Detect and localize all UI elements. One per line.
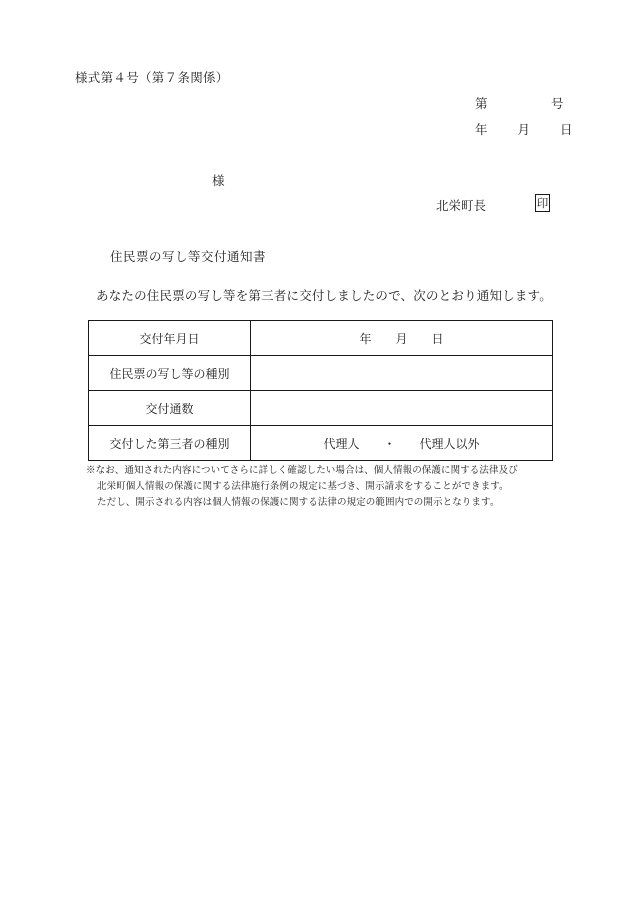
footnote-line: ※なお、通知された内容についてさらに詳しく確認したい場合は、個人情報の保護に関する法律及び — [86, 465, 518, 476]
row-label: 交付通数 — [89, 391, 251, 426]
row-label: 住民票の写し等の種別 — [89, 356, 251, 391]
row-value — [251, 391, 553, 426]
footnote-line: ただし、開示される内容は個人情報の保護に関する法律の規定の範囲内での開示となります。 — [97, 497, 500, 508]
table-row — [89, 356, 553, 391]
date-month-label: 月 — [517, 122, 531, 137]
table-row — [89, 321, 553, 356]
date-year-label: 年 — [475, 122, 488, 137]
form-number: 様式第４号（第７条関係） — [75, 70, 229, 85]
issue-date — [475, 120, 573, 138]
footnote — [86, 463, 518, 511]
document-number-suffix: 号 — [551, 96, 564, 111]
intro-text: あなたの住民票の写し等を第三者に交付しましたので、次のとおり通知します。 — [96, 288, 552, 303]
row-value: 年 月 日 — [251, 321, 553, 356]
seal-mark: 印 — [536, 196, 549, 210]
notification-table — [88, 320, 553, 461]
date-day-label: 日 — [560, 122, 573, 137]
issuer-name: 北栄町長 — [436, 198, 487, 213]
addressee-honorific: 様 — [212, 173, 225, 188]
row-label: 交付年月日 — [89, 321, 251, 356]
document-title: 住民票の写し等交付通知書 — [110, 249, 267, 264]
footnote-line: 北栄町個人情報の保護に関する法律施行条例の規定に基づき、開示請求をすることができます。 — [97, 481, 509, 492]
row-value: 代理人 ・ 代理人以外 — [251, 426, 553, 461]
document-number-prefix: 第 — [475, 96, 488, 111]
table-row — [89, 391, 553, 426]
row-label: 交付した第三者の種別 — [89, 426, 251, 461]
row-value — [251, 356, 553, 391]
table-row — [89, 426, 553, 461]
